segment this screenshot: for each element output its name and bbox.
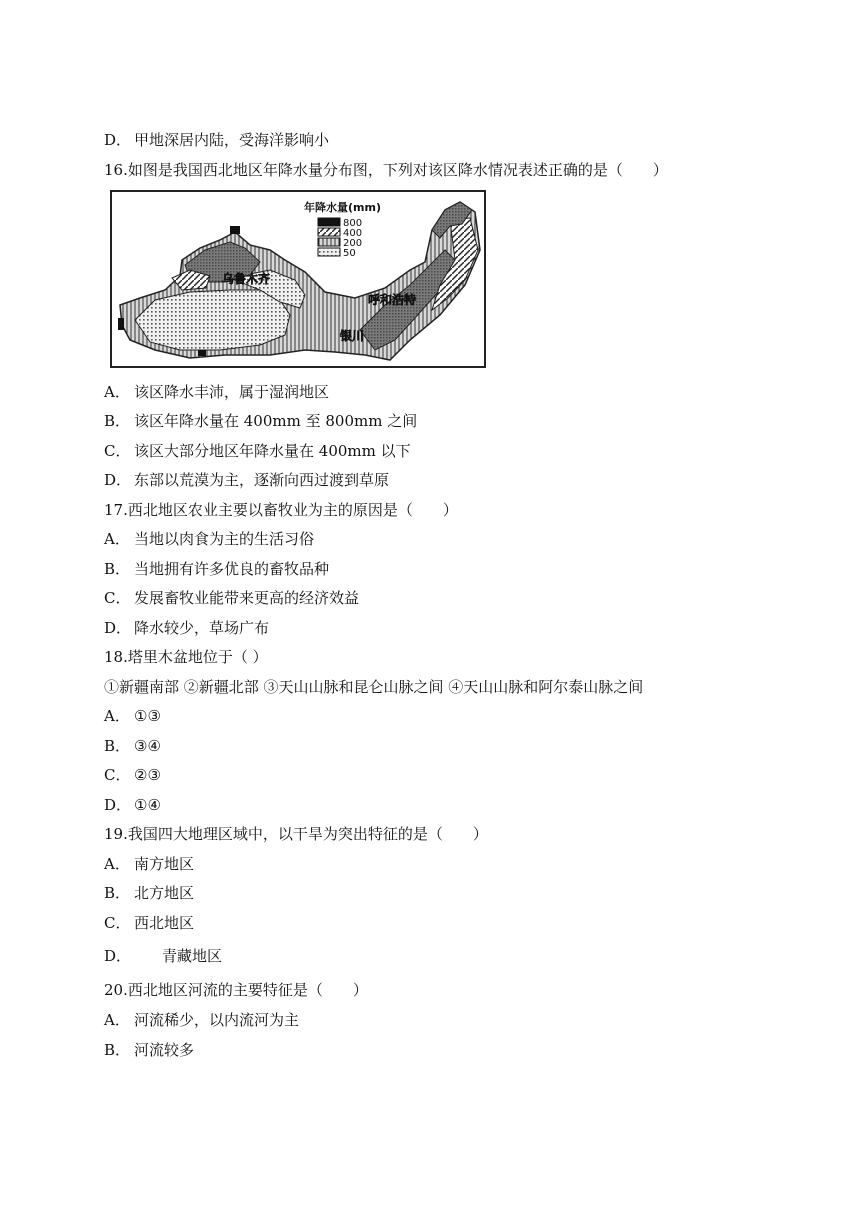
option-letter: D． [104, 471, 132, 489]
legend-swatch-400 [318, 228, 340, 236]
q16-option-b [104, 411, 417, 431]
option-text: 该区降水丰沛，属于湿润地区 [134, 383, 330, 401]
option-letter: C． [104, 442, 131, 460]
city-label-yinchuan: 银川 [340, 329, 365, 343]
option-letter: B． [104, 737, 131, 755]
option-text: ①③ [134, 707, 161, 725]
option-text: 南方地区 [134, 855, 195, 873]
mark-800-south [198, 350, 206, 356]
legend-swatch-50 [318, 248, 340, 256]
q18-option-a [104, 706, 161, 726]
mark-800-west [118, 318, 124, 330]
option-letter: D． [104, 131, 132, 149]
option-letter: A． [104, 383, 130, 401]
option-text: ①④ [134, 796, 161, 814]
option-text: 该区大部分地区年降水量在 400mm 以下 [134, 442, 411, 460]
option-letter: A． [104, 1011, 130, 1029]
option-text: 东部以荒漠为主，逐渐向西过渡到草原 [134, 471, 390, 489]
q20-option-a [104, 1010, 299, 1030]
option-text: 河流较多 [134, 1041, 195, 1059]
option-letter: C． [104, 914, 131, 932]
legend-swatch-800 [318, 218, 340, 226]
q19-option-c [104, 913, 194, 933]
q18-option-c [104, 765, 161, 785]
q19-option-d [104, 946, 222, 966]
q17-option-b [104, 559, 329, 579]
q16-option-c [104, 441, 411, 461]
option-letter: C． [104, 766, 131, 784]
q15-option-d [104, 130, 329, 150]
option-letter: A． [104, 707, 130, 725]
option-letter: C． [104, 589, 131, 607]
mark-800-north [230, 226, 240, 234]
option-text: 发展畜牧业能带来更高的经济效益 [134, 589, 360, 607]
option-text: 北方地区 [134, 884, 195, 902]
q16-stem: 16.如图是我国西北地区年降水量分布图，下列对该区降水情况表述正确的是（ ） [104, 161, 668, 179]
q18-choices: ①新疆南部 ②新疆北部 ③天山山脉和昆仑山脉之间 ④天山山脉和阿尔泰山脉之间 [104, 678, 644, 696]
option-text: 当地拥有许多优良的畜牧品种 [134, 560, 330, 578]
q17-option-d [104, 618, 269, 638]
q16-option-a [104, 382, 329, 402]
city-label-urumqi: 乌鲁木齐 [222, 272, 271, 286]
region-under-50 [135, 290, 290, 350]
option-letter: B． [104, 884, 131, 902]
q18-option-d [104, 795, 161, 815]
precipitation-map [110, 190, 486, 368]
q17-option-a [104, 529, 314, 549]
q19-option-b [104, 883, 194, 903]
q20-stem: 20.西北地区河流的主要特征是（ ） [104, 981, 368, 999]
legend-title: 年降水量(mm) [304, 201, 381, 214]
q17-stem: 17.西北地区农业主要以畜牧业为主的原因是（ ） [104, 501, 458, 519]
legend-label-200: 200 [343, 238, 363, 249]
q19-option-a [104, 854, 194, 874]
option-text: 青藏地区 [162, 947, 223, 965]
option-text: 当地以肉食为主的生活习俗 [134, 530, 315, 548]
option-letter: D． [104, 619, 132, 637]
legend-label-400: 400 [343, 228, 363, 239]
city-label-hohhot: 呼和浩特 [368, 293, 417, 307]
q18-option-b [104, 736, 161, 756]
option-text: 河流稀少，以内流河为主 [134, 1011, 300, 1029]
option-letter: A． [104, 530, 130, 548]
q19-stem: 19.我国四大地理区域中，以干旱为突出特征的是（ ） [104, 825, 488, 843]
precipitation-map-svg [110, 190, 486, 368]
q17-option-c [104, 588, 359, 608]
q16-option-d [104, 470, 389, 490]
option-text: 西北地区 [134, 914, 195, 932]
option-text: 甲地深居内陆，受海洋影响小 [134, 131, 330, 149]
option-letter: D． [104, 947, 132, 965]
option-letter: B． [104, 1041, 131, 1059]
option-letter: B． [104, 412, 131, 430]
legend-swatch-200 [318, 238, 340, 246]
option-text: ③④ [134, 737, 161, 755]
option-letter: D． [104, 796, 132, 814]
q20-option-b [104, 1040, 194, 1060]
option-letter: A． [104, 855, 130, 873]
option-letter: B． [104, 560, 131, 578]
legend-label-800: 800 [343, 218, 363, 229]
legend-label-50: 50 [343, 248, 356, 259]
option-text: 该区年降水量在 400mm 至 800mm 之间 [134, 412, 418, 430]
option-text: ②③ [134, 766, 161, 784]
option-text: 降水较少，草场广布 [134, 619, 270, 637]
q18-stem: 18.塔里木盆地位于（ ） [104, 648, 268, 666]
